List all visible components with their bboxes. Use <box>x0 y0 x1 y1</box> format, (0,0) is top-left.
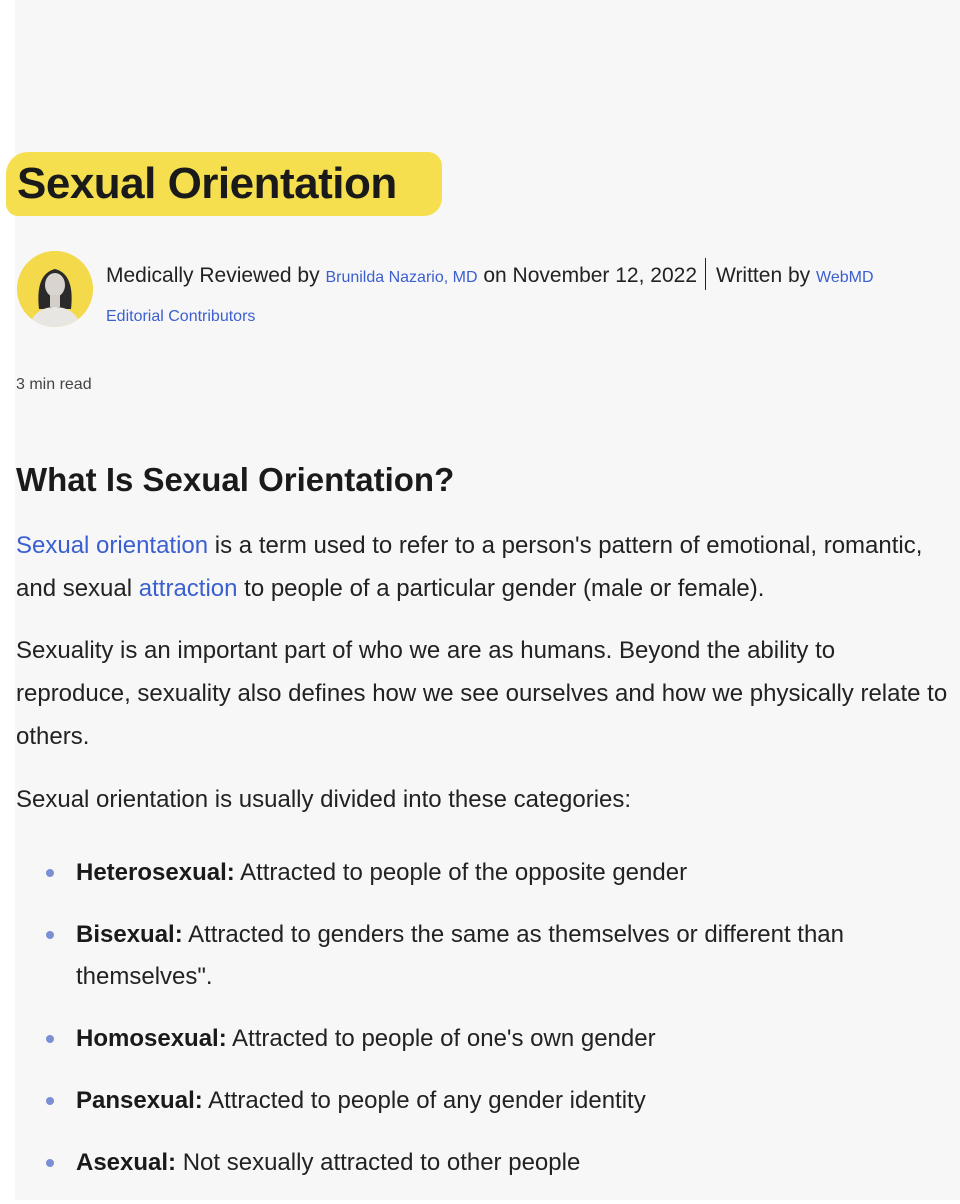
bullet-icon <box>46 1159 54 1167</box>
author-link-continued[interactable]: Editorial Contributors <box>106 308 256 325</box>
bullet-icon <box>46 931 54 939</box>
category-term: Asexual: <box>76 1149 177 1176</box>
paragraph-categories-intro: Sexual orientation is usually divided into these categories: <box>16 786 632 813</box>
category-description: Attracted to people of any gender identity <box>202 1087 646 1114</box>
bullet-icon <box>46 1035 54 1043</box>
category-description: Attracted to people of one's own gender <box>226 1025 656 1052</box>
paragraph-sexuality: Sexuality is an important part of who we are as humans. Beyond the ability to reproduce, sexuality also defines how we see ourselves and how we physically relate to others. <box>16 637 948 750</box>
byline-divider <box>705 258 706 290</box>
category-term: Heterosexual: <box>76 859 235 886</box>
list-item <box>15 1080 950 1122</box>
paragraph-text: to people of a particular gender (male or female). <box>237 575 765 602</box>
review-date: November 12, 2022 <box>512 264 697 287</box>
attraction-link[interactable]: attraction <box>138 575 238 602</box>
list-item <box>15 852 950 894</box>
written-prefix: Written by <box>716 264 811 287</box>
read-time: 3 min read <box>16 376 92 393</box>
avatar-image <box>17 251 93 327</box>
category-description: Not sexually attracted to other people <box>176 1149 581 1176</box>
date-prefix: on <box>483 264 507 287</box>
category-description: Attracted to people of the opposite gender <box>234 859 688 886</box>
reviewer-avatar[interactable] <box>17 251 93 327</box>
section-heading: What Is Sexual Orientation? <box>16 461 455 498</box>
category-description: Attracted to genders the same as themselves or different than themselves". <box>76 921 844 990</box>
paragraph-definition <box>16 524 951 610</box>
list-item <box>15 1142 950 1184</box>
reviewed-prefix: Medically Reviewed by <box>106 264 320 287</box>
list-item <box>15 1018 950 1060</box>
category-term: Pansexual: <box>76 1087 203 1114</box>
category-term: Homosexual: <box>76 1025 227 1052</box>
bullet-icon <box>46 1097 54 1105</box>
categories-list <box>15 852 950 1204</box>
sexual-orientation-link[interactable]: Sexual orientation <box>16 532 209 559</box>
article-page <box>15 0 960 1200</box>
byline <box>106 256 946 328</box>
author-link[interactable]: WebMD <box>816 269 874 286</box>
reviewer-link[interactable]: Brunilda Nazario, MD <box>325 269 478 286</box>
list-item <box>15 914 950 998</box>
paragraph-text: is a term used to refer to a person's pattern of emotional, romantic, and sexual <box>16 532 923 602</box>
bullet-icon <box>46 869 54 877</box>
category-term: Bisexual: <box>76 921 183 948</box>
page-title: Sexual Orientation <box>17 159 397 208</box>
